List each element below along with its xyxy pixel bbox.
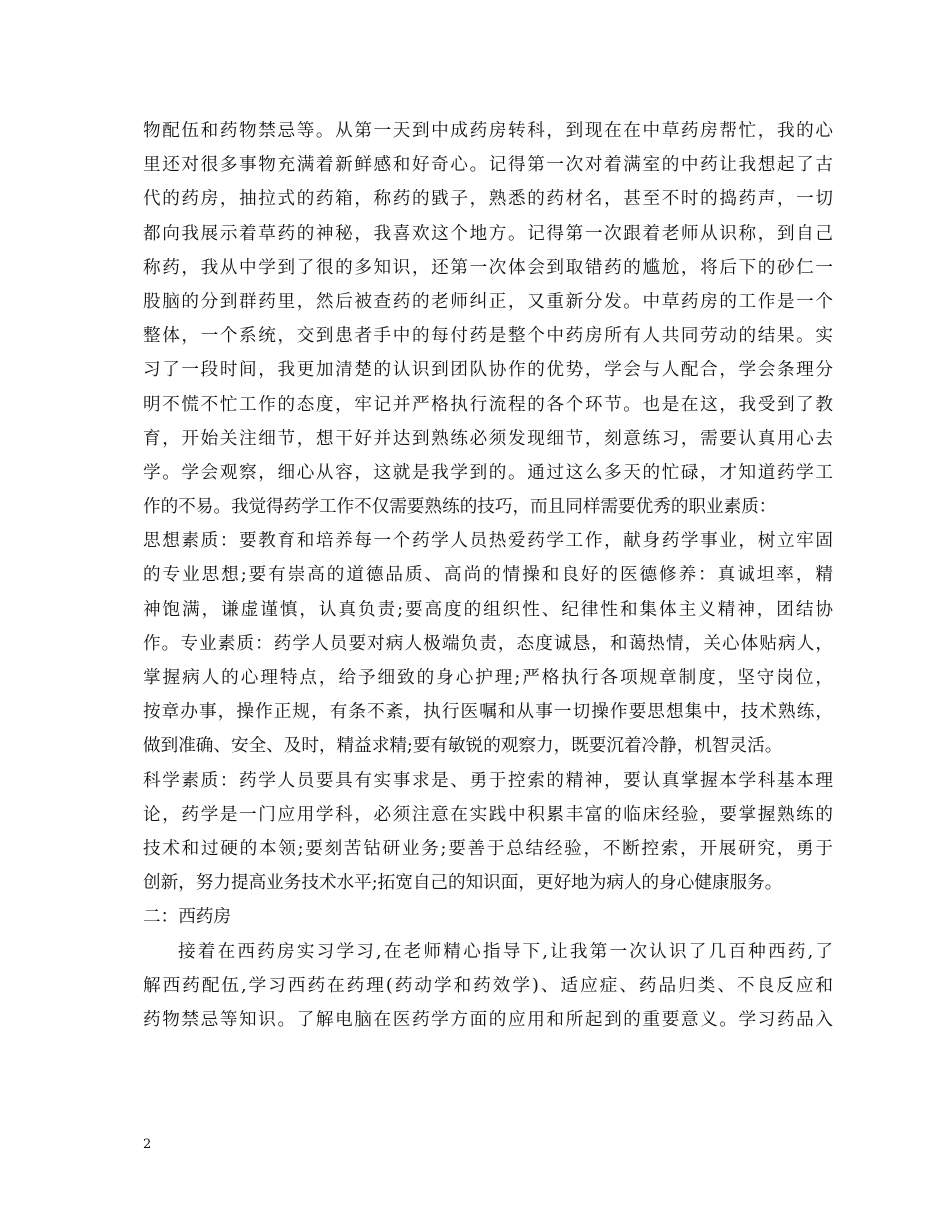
text-line: 作的不易。我觉得药学工作不仅需要熟练的技巧，而且同样需要优秀的职业素质： <box>143 497 777 518</box>
text-line: 育，开始关注细节，想干好并达到熟练必须发现细节，刻意练习，需要认真用心去 <box>143 428 833 449</box>
text-line: 里还对很多事物充满着新鲜感和好奇心。记得第一次对着满室的中药让我想起了古 <box>143 155 833 176</box>
text-line: 按章办事，操作正规，有条不紊，执行医嘱和从事一切操作要思想集中，技术熟练， <box>143 702 833 723</box>
section-heading: 二：西药房 <box>143 907 231 928</box>
body-text <box>143 114 833 1037</box>
text-line: 科学素质：药学人员要具有实事求是、勇于控索的精神，要认真掌握本学科基本理 <box>143 770 833 791</box>
text-line: 神饱满，谦虚谨慎，认真负责;要高度的组织性、纪律性和集体主义精神，团结协 <box>143 599 833 620</box>
text-line: 称药，我从中学到了很的多知识，还第一次体会到取错药的尴尬，将后下的砂仁一 <box>143 257 833 278</box>
text-line: 代的药房，抽拉式的药箱，称药的戥子，熟悉的药材名，甚至不时的捣药声，一切 <box>143 189 833 210</box>
page-number: 2 <box>143 1137 152 1152</box>
text-line: 的专业思想;要有崇高的道德品质、高尚的情操和良好的医德修养：真诚坦率，精 <box>143 565 833 586</box>
text-line: 药物禁忌等知识。了解电脑在医药学方面的应用和所起到的重要意义。学习药品入 <box>143 1009 833 1030</box>
text-line: 论，药学是一门应用学科，必须注意在实践中积累丰富的临床经验，要掌握熟练的 <box>143 804 833 825</box>
text-line: 明不慌不忙工作的态度，牢记并严格执行流程的各个环节。也是在这，我受到了教 <box>143 394 833 415</box>
text-line: 物配伍和药物禁忌等。从第一天到中成药房转科，到现在在中草药房帮忙，我的心 <box>143 121 833 141</box>
text-line: 思想素质：要教育和培养每一个药学人员热爱药学工作，献身药学事业，树立牢固 <box>143 531 833 552</box>
text-line: 股脑的分到群药里，然后被查药的老师纠正，又重新分发。中草药房的工作是一个 <box>143 291 833 312</box>
text-line: 接着在西药房实习学习,在老师精心指导下,让我第一次认识了几百种西药,了 <box>178 941 833 962</box>
text-line: 解西药配伍,学习西药在药理(药动学和药效学)、适应症、药品归类、不良反应和 <box>143 975 833 996</box>
text-line: 整体，一个系统，交到患者手中的每付药是整个中药房所有人共同劳动的结果。实 <box>143 326 833 347</box>
text-line: 习了一段时间，我更加清楚的认识到团队协作的优势，学会与人配合，学会条理分 <box>143 360 833 381</box>
text-line: 做到准确、安全、及时，精益求精;要有敏锐的观察力，既要沉着冷静，机智灵活。 <box>143 736 783 757</box>
text-line: 作。专业素质：药学人员要对病人极端负责，态度诚恳，和蔼热情，关心体贴病人， <box>143 633 833 654</box>
text-line: 掌握病人的心理特点，给予细致的身心护理;严格执行各项规章制度，坚守岗位， <box>143 668 833 688</box>
text-line: 创新，努力提高业务技术水平;拓宽自己的知识面，更好地为病人的身心健康服务。 <box>143 873 783 894</box>
text-line: 学。学会观察，细心从容，这就是我学到的。通过这么多天的忙碌，才知道药学工 <box>143 462 833 483</box>
text-line: 都向我展示着草药的神秘，我喜欢这个地方。记得第一次跟着老师从识称，到自己 <box>143 223 833 244</box>
text-line: 技术和过硬的本领;要刻苦钻研业务;要善于总结经验，不断控索，开展研究，勇于 <box>143 838 833 859</box>
